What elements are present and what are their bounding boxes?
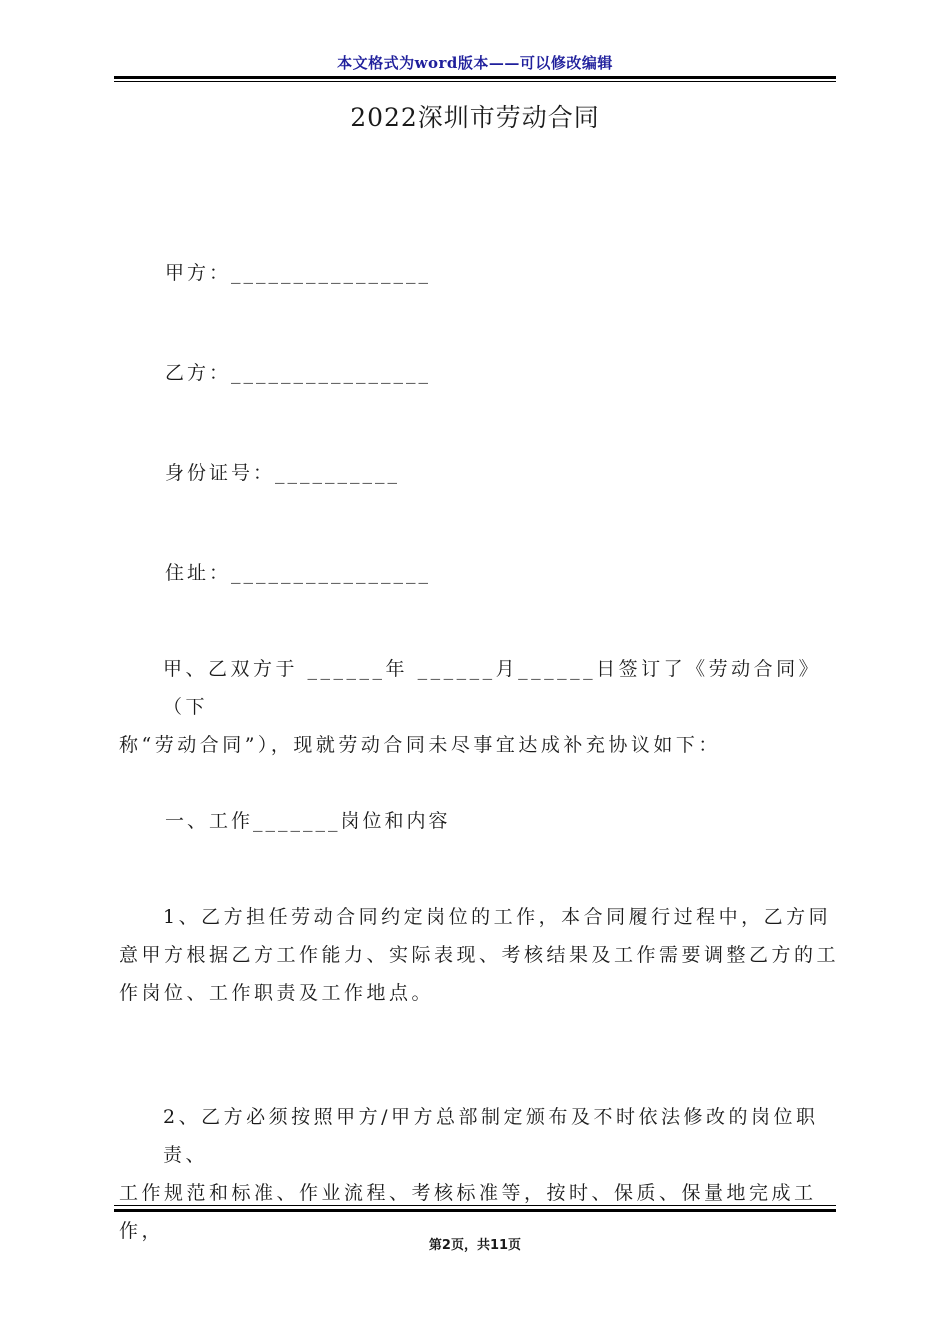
header-rule-thick [114,76,836,79]
clause-1-line-2: 意甲方根据乙方工作能力、实际表现、考核结果及工作需要调整乙方的工 [119,944,840,966]
header-note: 本文格式为word版本——可以修改编辑 [337,54,613,72]
footer-rule-thick [114,1209,836,1212]
intro-paragraph [119,650,839,764]
section1-heading: 一、工作_______岗位和内容 [165,810,451,832]
clause-2 [119,1098,839,1250]
clause-2-line-2: 工作规范和标准、作业流程、考核标准等，按时、保质、保量地完成工作， [119,1182,817,1242]
document-title: 2022深圳市劳动合同 [350,103,600,132]
page-indicator: 第2页，共11页 [428,1238,522,1253]
clause-1-line-3: 作岗位、工作职责及工作地点。 [119,982,435,1004]
party-a-field: 甲方：________________ [165,262,432,284]
clause-1 [119,898,839,1012]
id-number-field: 身份证号：__________ [165,462,401,484]
intro-line-1: 甲、乙双方于 ______年 ______月______日签订了《劳动合同》（下 [163,658,822,718]
address-field: 住址：________________ [165,562,432,584]
footer-rule-thin [114,1205,836,1206]
party-b-field: 乙方：________________ [165,362,432,384]
clause-2-line-1: 2、乙方必须按照甲方/甲方总部制定颁布及不时依法修改的岗位职责、 [163,1106,819,1166]
clause-1-line-1: 1、乙方担任劳动合同约定岗位的工作，本合同履行过程中，乙方同 [163,906,832,928]
intro-line-2: 称“劳动合同”），现就劳动合同未尽事宜达成补充协议如下： [119,734,721,756]
header-rule-thin [114,81,836,82]
